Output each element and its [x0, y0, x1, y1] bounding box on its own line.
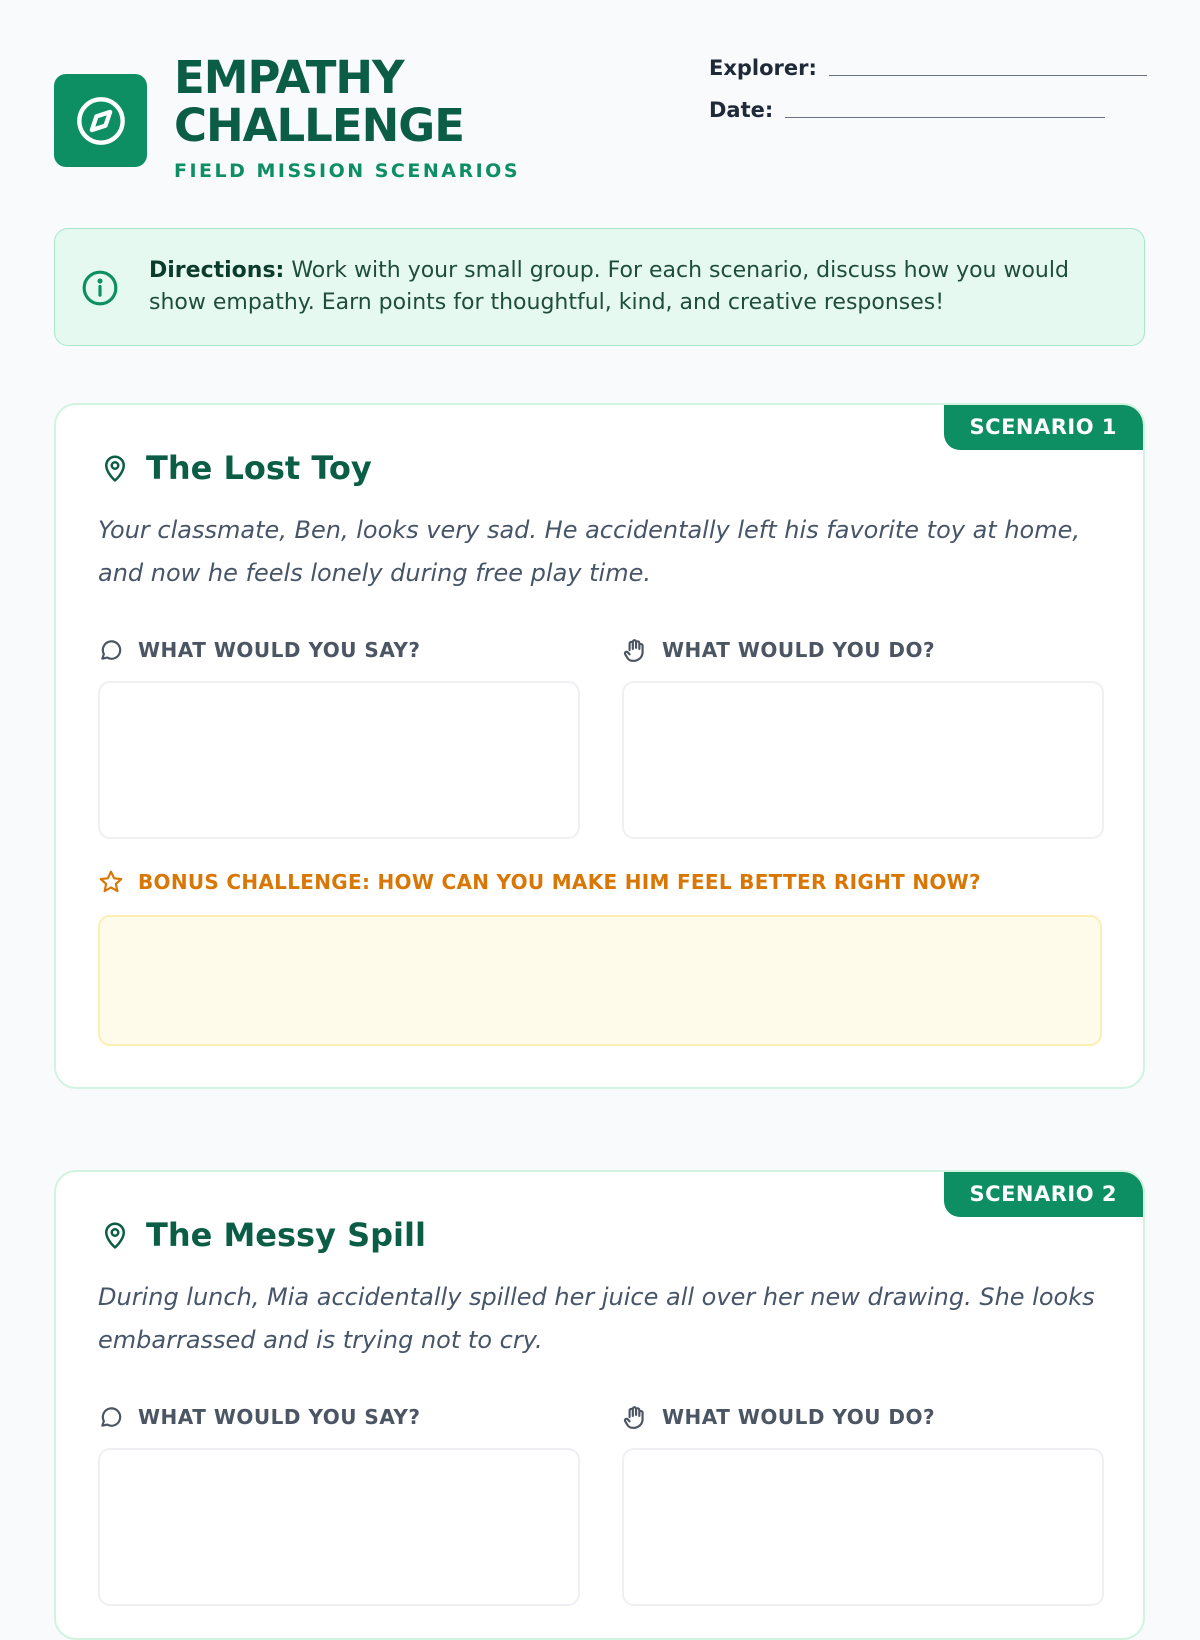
bonus-answer-box[interactable]	[98, 915, 1102, 1046]
scenario-description: During lunch, Mia accidentally spilled her juice all over her new drawing. She looks embarrassed and is trying not to cry.	[98, 1283, 1095, 1354]
page-title-line-1: EMPATHY	[174, 51, 404, 104]
say-label: WHAT WOULD YOU SAY?	[98, 1404, 420, 1430]
logo	[54, 74, 147, 167]
map-pin-icon	[100, 1220, 130, 1250]
speech-bubble-icon	[98, 1404, 124, 1430]
date-line[interactable]	[785, 116, 1105, 118]
say-label: WHAT WOULD YOU SAY?	[98, 637, 420, 663]
say-answer-box[interactable]	[98, 681, 580, 839]
hand-icon	[622, 1404, 648, 1430]
hand-icon	[622, 637, 648, 663]
speech-bubble-icon	[98, 637, 124, 663]
scenario-title	[100, 1216, 426, 1254]
page-title-line-2: CHALLENGE	[174, 99, 464, 152]
explorer-label: Explorer:	[709, 56, 817, 80]
compass-icon	[75, 95, 127, 147]
scenario-badge: SCENARIO 1	[944, 405, 1143, 450]
page-subtitle: FIELD MISSION SCENARIOS	[174, 160, 520, 182]
scenario-title-text: The Lost Toy	[146, 449, 372, 487]
directions-box	[54, 228, 1145, 346]
star-icon	[98, 869, 124, 895]
scenario-description: Your classmate, Ben, looks very sad. He accidentally left his favorite toy at home, and now he feels lonely during free play time.	[98, 516, 1081, 587]
do-answer-box[interactable]	[622, 681, 1104, 839]
title-block	[174, 51, 520, 182]
directions-label: Directions:	[149, 258, 285, 283]
scenario-badge: SCENARIO 2	[944, 1172, 1143, 1217]
directions-text	[149, 255, 1114, 319]
do-label: WHAT WOULD YOU DO?	[622, 1404, 935, 1430]
info-icon	[81, 269, 119, 307]
explorer-field[interactable]	[709, 56, 1147, 80]
date-field[interactable]	[709, 98, 1147, 122]
date-label: Date:	[709, 98, 774, 122]
bonus-label: BONUS CHALLENGE: HOW CAN YOU MAKE HIM FEEL BETTER RIGHT NOW?	[98, 869, 981, 895]
scenario-title-text: The Messy Spill	[146, 1216, 426, 1254]
worksheet-header	[54, 52, 1147, 192]
scenario-card-2	[54, 1170, 1145, 1640]
student-fields	[709, 56, 1147, 140]
do-label: WHAT WOULD YOU DO?	[622, 637, 935, 663]
map-pin-icon	[100, 453, 130, 483]
do-answer-box[interactable]	[622, 1448, 1104, 1606]
explorer-line[interactable]	[829, 74, 1147, 76]
scenario-title	[100, 449, 372, 487]
scenario-card-1	[54, 403, 1145, 1089]
say-answer-box[interactable]	[98, 1448, 580, 1606]
directions-body: Work with your small group. For each scenario, discuss how you would show empathy. Earn points for thoughtful, kind, and creative responses!	[149, 258, 1069, 315]
